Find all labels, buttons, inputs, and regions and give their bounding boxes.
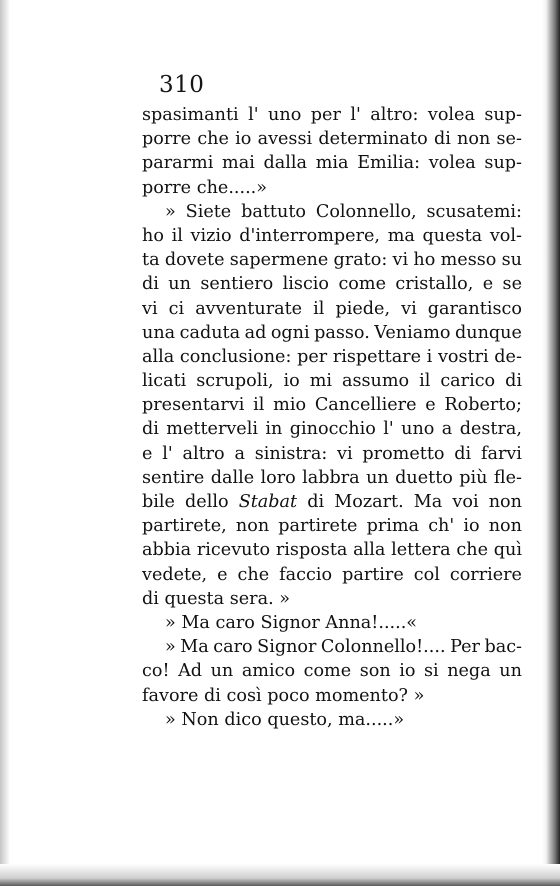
word: vi [401,298,417,319]
word: prima [366,516,420,537]
page-number: 310 [159,72,205,98]
word: sera. [229,588,274,609]
word: scusatemi: [426,201,522,222]
word: Signor [257,637,317,658]
word: di [505,371,522,392]
word: e [482,274,494,295]
word: assumo [341,371,410,392]
word: che [456,540,488,561]
word: ci [168,298,185,319]
word: destra, [459,419,522,440]
word: battuto [241,201,306,222]
text-line-23 [142,635,522,659]
word: caro [213,637,253,658]
word: abbia [142,540,192,561]
word: sup- [484,105,522,125]
word: ma [387,225,415,246]
word: un [499,661,522,682]
word: bile [142,492,175,512]
text-line-26 [142,708,522,732]
word: Roberto; [444,395,522,416]
word: avventurate [195,298,303,319]
word: questa [164,588,225,609]
word: garantisco [427,298,522,319]
word: ho [142,225,164,246]
word: vol- [489,225,522,246]
word: presentarvi [142,395,245,416]
word: uno [268,105,302,125]
word: se- [496,129,522,150]
word: di [142,419,159,440]
word: si [423,661,439,682]
word: dunque [454,322,522,343]
word: non [488,492,522,512]
text-line-24 [142,659,522,683]
word: » [165,637,176,658]
word: sentire [142,467,205,488]
word: bac- [484,637,522,658]
word: di [142,588,159,609]
word: lettera [391,540,451,561]
word: sup- [484,153,522,174]
left-page-edge [0,0,10,886]
text-line-19 [142,538,522,562]
word: mai [222,153,255,174]
word: sentiero [200,274,274,295]
word: io [399,661,416,682]
word: volea [428,153,476,174]
word: Stabat [238,492,298,512]
word: alla [353,540,386,561]
text-line-2 [142,127,522,151]
word: spasimanti [142,105,239,125]
text-line-11 [142,345,522,369]
word: passo. [314,322,370,343]
text-line-10 [142,321,522,345]
word: un [168,274,191,295]
word: favore [142,685,199,706]
word: il [313,298,325,319]
word: fle- [493,467,522,488]
word: di [203,685,221,706]
word: e [217,564,228,585]
word: grato: [333,250,388,271]
word: ta [142,250,160,271]
word: ginocchio [289,419,376,440]
word: questa [422,225,483,246]
word: col [413,564,440,585]
body-text [142,103,522,732]
word: di [433,129,451,150]
word: che [197,129,229,150]
word: a [234,443,245,464]
text-line-15 [142,442,522,466]
text-line-9 [142,297,522,321]
word: ogni [270,322,310,343]
word: ma.....» [338,709,405,730]
word: pararmi [142,153,214,174]
word: l' [383,419,394,440]
word: e [425,395,436,416]
bottom-page-edge [0,864,560,886]
word: per [310,105,341,125]
word: l' [350,105,361,125]
word: Mozart. [334,492,404,512]
word: mia [315,153,349,174]
word: i [426,346,433,367]
word: dovete [164,250,225,271]
word: Ma [180,637,209,658]
word: Colonnello, [315,201,417,222]
word: altro: [370,105,419,125]
word: Anna!.....« [325,612,418,633]
text-line-18 [142,514,522,538]
word: ricevuto [196,540,271,561]
word: partirete [278,516,358,537]
word: Colonnello!.... [320,637,446,658]
text-line-21 [142,587,522,611]
word: sinistra: [254,443,328,464]
word: non [488,516,522,537]
word: partire [342,564,404,585]
word: son [359,661,391,682]
word: mio [273,395,307,416]
word: Ma [413,492,443,512]
word: carico [440,371,496,392]
word: » [165,201,176,222]
word: quì [493,540,522,561]
word: io [235,129,252,150]
word: » [165,612,176,633]
word: co! [142,661,170,682]
word: sapermene [229,250,329,271]
word: vizio [190,225,232,246]
word: ch' [428,516,455,537]
word: vi [392,250,409,271]
word: porre [142,177,192,198]
word: il [253,395,265,416]
word: l' [162,443,173,464]
text-line-16 [142,466,522,490]
text-line-3 [142,151,522,175]
word: non [457,129,491,150]
word: alla [142,346,175,367]
word: Emilia: [357,153,421,174]
word: ad [244,322,267,343]
word: Siete [185,201,232,222]
word: licati [142,371,187,392]
word: così [226,685,262,706]
word: duetto [395,467,453,488]
word: l' [248,105,259,125]
word: Ma [181,612,210,633]
word: avessi [257,129,313,150]
word: il [171,225,183,246]
word: Per [450,637,480,658]
word: volea [427,105,475,125]
text-line-25 [142,684,522,708]
right-page-edge [542,0,560,886]
word: partirete, [142,516,227,537]
text-line-1 [142,103,522,127]
word: di [454,443,472,464]
word: vedete, [142,564,208,585]
word: loro [260,467,296,488]
word: vi [337,443,353,464]
word: più [459,467,488,488]
word: amico [241,661,296,682]
word: piede, [335,298,391,319]
word: di [142,274,159,295]
word: vi [142,298,158,319]
word: che.....» [196,177,268,198]
word: » [165,709,176,730]
word: vostri [437,346,489,367]
word: il [419,371,431,392]
word: in [265,419,283,440]
word: » [413,685,425,706]
word: Cancelliere [314,395,417,416]
word: messo [440,250,497,271]
word: prometto [362,443,445,464]
word: per [297,346,328,367]
text-line-5 [142,200,522,224]
word: su [501,250,522,271]
word: momento? [315,685,408,706]
word: dalla [263,153,308,174]
word: di [307,492,325,512]
text-line-13 [142,393,522,417]
word: cristallo, [395,274,474,295]
word: io [463,516,480,537]
word: determinato [318,129,428,150]
word: se [502,274,522,295]
word: come [303,661,352,682]
word: che [237,564,270,585]
word: Non [181,709,219,730]
word: nega [447,661,491,682]
word: non [235,516,270,537]
text-line-4 [142,176,522,200]
text-line-12 [142,369,522,393]
word: ho [413,250,436,271]
word: dello [185,492,229,512]
text-line-8 [142,272,522,296]
word: e [142,443,153,464]
word: mi [309,371,333,392]
word: scrupoli, [196,371,274,392]
word: Veniamo [374,322,451,343]
word: voi [452,492,479,512]
word: Ad [178,661,203,682]
word: altro [182,443,225,464]
word: poco [267,685,310,706]
word: io [283,371,300,392]
word: risposta [275,540,348,561]
word: questo, [267,709,333,730]
word: dalle [210,467,255,488]
text-line-6 [142,224,522,248]
word: farvi [480,443,522,464]
word: d'interrompere, [239,225,381,246]
text-line-20 [142,563,522,587]
word: a [441,419,453,440]
word: caduta [179,322,241,343]
text-line-7 [142,248,522,272]
word: » [279,588,291,609]
word: un [210,661,234,682]
word: corriere [449,564,522,585]
word: de- [494,346,522,367]
text-line-17 [142,490,522,514]
word: porre [142,129,192,150]
word: uno [401,419,435,440]
text-line-14 [142,417,522,441]
word: rispettare [332,346,422,367]
word: come [338,274,386,295]
word: un [366,467,389,488]
word: conclusione: [179,346,292,367]
text-line-22 [142,611,522,635]
word: metterveli [166,419,258,440]
word: dico [224,709,262,730]
word: liscio [282,274,330,295]
word: labbra [302,467,360,488]
word: Signor [260,612,320,633]
word: una [142,322,176,343]
word: caro [215,612,255,633]
word: faccio [279,564,333,585]
